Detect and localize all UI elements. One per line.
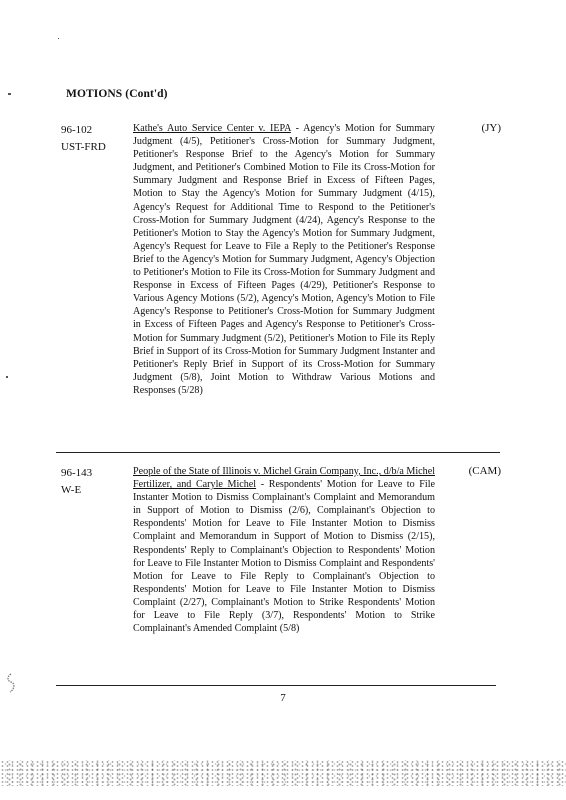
entry-divider [56,685,496,686]
case-type-code: UST-FRD [61,141,106,153]
motion-list: - Agency's Motion for Summary Judgment (4/5), Petitioner's Cross-Motion for Summary Judgment, Petitioner's Response Brief to the Agency's Motion for Summary Judgment, and Petitioner's Combined Motion to File its Cross-Motion for Summary Judgment and Response Brief in Excess of Fifteen Pages, Motion to Stay the Agency's Motion for Summary Judgment (4/15), Agency's Request for Additional Time to Respond to the Petitioner's Cross-Motion for Summary Judgment (4/24), Agency's Response to the Petitioner's Motion to Stay the Agency's Motion for Summary Judgment, Agency's Request for Leave to File a Reply to the Petitioner's Response Brief to the Agency's Motion for Summary Judgment, Agency's Objection to Petitioner's Motion to File its Cross-Motion for Summary Judgment and Response in Excess of Fifteen Pages (4/29), Petitioner's Response to Various Agency Motions (5/2), Agency's Motion, Agency's Motion to File Agency's Response to Petitioner's Cross-Motion for Summary Judgment in Excess of Fifteen Pages and Agency's Response to Petitioner's Cross-Motion for Summary Judgment (5/2), Petitioner's Motion to File its Reply Brief in Support of its Cross-Motion for Summary Judgment Instanter and Petitioner's Reply Brief in Support of its Cross-Motion for Summary Judgment (5/8), Joint Motion to Withdraw Various Motions and Responses (5/28) [133,123,435,396]
docket-number: 96-102 [61,124,93,136]
case-title: Kathe's Auto Service Center v. IEPA [133,123,291,134]
binder-hole-mark [5,672,17,694]
hearing-officer-initials: (JY) [481,122,501,134]
scan-speck [8,93,11,95]
docket-entry [61,122,501,442]
section-heading: MOTIONS (Cont'd) [66,88,168,100]
entry-divider [56,452,500,453]
hearing-officer-initials: (CAM) [468,465,501,477]
docket-number: 96-143 [61,467,93,479]
entry-description [133,465,435,635]
entry-description [133,122,435,397]
case-title: People of the State of Illinois v. Michel Grain Company, Inc., d/b/a Michel Fertilizer, and Caryle Michel [133,466,435,491]
page-number: 7 [280,692,286,704]
case-type-code: W-E [61,484,82,496]
motion-list: - Respondents' Motion for Leave to File Instanter Motion to Dismiss Complainant's Complaint and Memorandum in Support of Motion to Dismiss (2/6), Complainant's Objection to Respondents' Motion for Leave to File Instanter Motion to Dismiss Complaint and Memorandum in Support of Motion to Dismiss (2/15), Respondents' Reply to Complainant's Objection to Respondents' Motion for Leave to File Instanter Motion to Dismiss Complaint and Respondents' Motion for Leave to File Reply to Complainant's Objection to Respondents' Motion for Leave to File Instanter Motion to Dismiss Complaint (2/27), Complainant's Motion to Strike Respondents' Motion for Leave to File Reply (3/7), Respondents' Motion to Strike Complainant's Amended Complaint (5/8) [133,479,435,635]
scan-speck [58,38,59,39]
docket-entry [61,465,501,675]
scan-noise-strip [0,760,566,786]
scan-speck [6,376,8,378]
